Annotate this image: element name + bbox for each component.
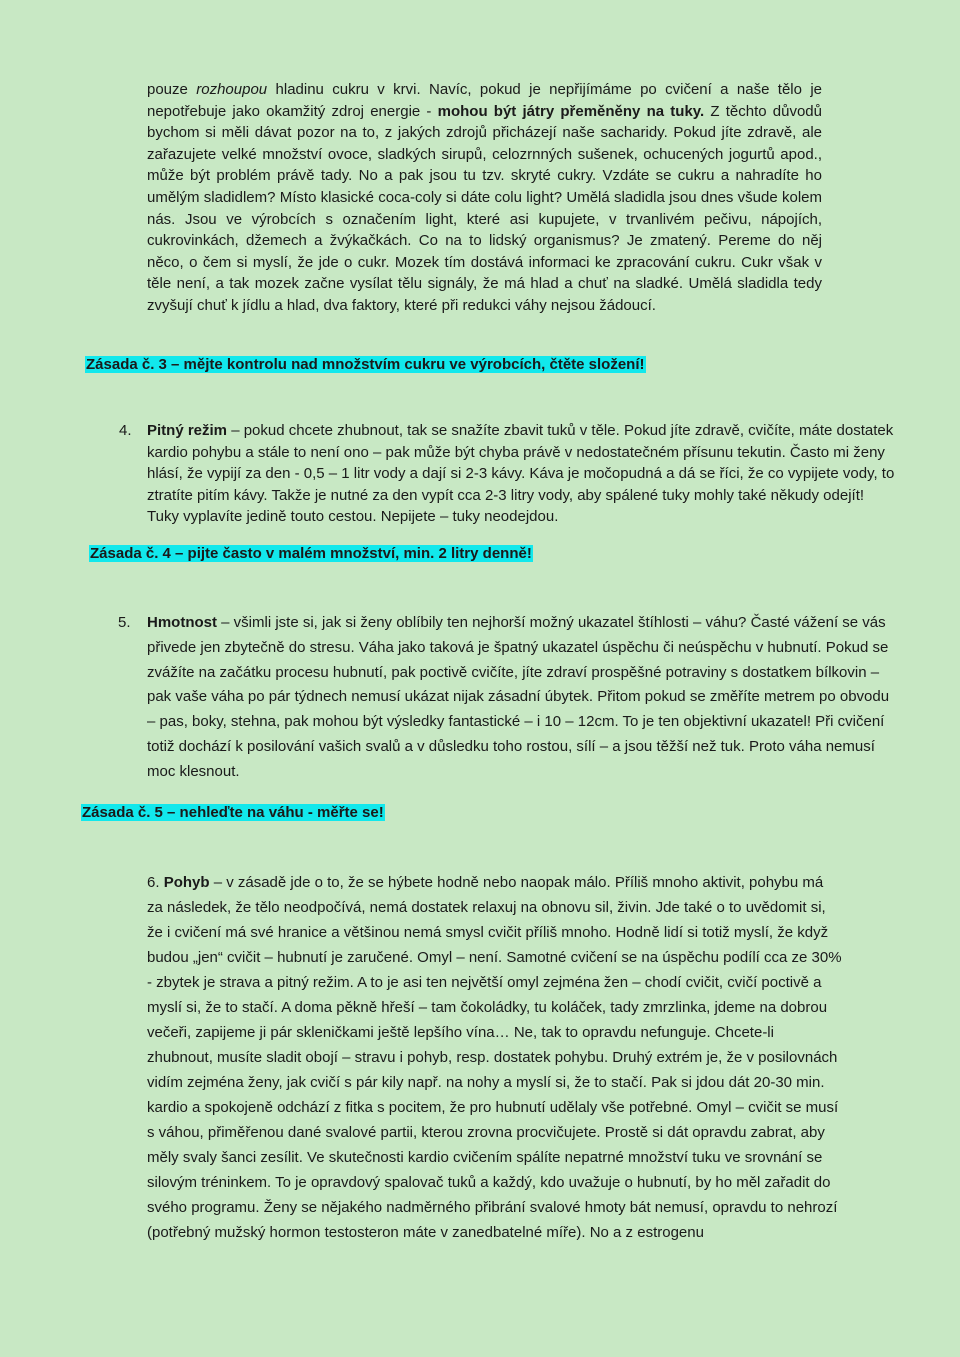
paragraph-sugar (147, 79, 822, 317)
item-6-text: – v zásadě jde o to, že se hýbete hodně nebo naopak málo. Příliš mnoho aktivit, pohybu má za následek, že tělo neodpočívá, nemá dostatek relaxuj na obnovu sil, živin. Jde také o to uvědomit si, že i cvičení má své hranice a většinou nemá smysl cvičit příliš mnoho. Hodně lidí si totiž myslí, že když budou „jen“ cvičit – hubnutí je zaručené. Omyl – není. Samotné cvičení se na úspěchu podílí cca ze 30% - zbytek je strava a pitný režim. A to je asi ten největší omyl zejména žen – chodí cvičit, cvičí poctivě a myslí si, že to stačí. A doma pěkně hřeší – tam čokoládky, tu koláček, tady zmrzlinka, jdeme na dobrou večeři, zapijeme ji pár skleničkami ještě lepšího vína… Ne, tak to opravdu nefunguje. Chcete-li zhubnout, musíte sladit obojí – stravu i pohyb, resp. dostatek pohybu. Druhý extrém je, že v posilovnách vidím zejména ženy, jak cvičí s pár kily např. na nohy a myslí si, že to stačí. Pak si jdou dát 20-30 min. kardio a spokojeně odchází z fitka s pocitem, že pro hubnutí udělaly vše potřebné. Omyl – cvičit se musí s váhou, přiměřenou dané svalové partii, kterou zrovna procvičujete. Prostě si dát opravdu zabrat, aby měly svaly šanci zesílit. Ve skutečnosti kardio cvičením spálíte nepatrné množství tuku ve srovnání se silovým tréninkem. To je opravdový spalovač tuků a každý, kdo uvažuje o hubnutí, by ho měl zařadit do svého programu. Ženy se nějakého nadměrného přibrání svalové hmoty bát nemusí, opravdu to nehrozí (potřebný mužský hormon testosteron máte v zanedbatelné míře). No a z estrogenu (147, 874, 842, 1241)
text-run: hladinu cukru v krvi. Navíc, pokud je nepřijímáme po cvičení a naše tělo je nepotřebuje jako okamžitý zdroj energie - (147, 81, 823, 120)
item-6-pohyb (147, 870, 842, 1245)
item-4-term: Pitný režim (147, 422, 228, 439)
item-5-text: – všimli jste si, jak si ženy oblíbily ten nejhorší možný ukazatel štíhlosti – váhu? Časté vážení se vás přivede jen zbytečně do stresu. Váha jako taková je špatný ukazatel úspěchu či neúspěchu v hubnutí. Pokud se zvážíte na začátku procesu hubnutí, pak poctivě cvičíte, jíte zdraví prospěšné potraviny s dostatkem bílkovin – pak vaše váha po pár týdnech nemusí ukázat nijak zásadní úbytek. Přitom pokud se změříte metrem po obvodu – pas, boky, stehna, pak mohou být výsledky fantastické – i 10 – 12cm. To je ten objektivní ukazatel! Při cvičení totiž dochází k posilování vašich svalů a v důsledku toho rostou, sílí – a jsou těžší než tuk. Proto váha nemusí moc klesnout. (147, 614, 890, 780)
principle-3 (85, 355, 885, 375)
item-5-hmotnost (147, 611, 899, 785)
item-5-number: 5. (118, 614, 131, 631)
principle-5 (81, 803, 881, 823)
text-italic: rozhoupou (196, 81, 268, 98)
text-run: Z těchto důvodů bychom si měli dávat pozor na to, z jakých zdrojů přicházejí naše sacharidy. Pokud jíte zdravě, ale zařazujete velké množství ovoce, sladkých sirupů, celozrnných sušenek, ochucených jogurtů apod., může být problém právě tady. No a pak jsou tu tzv. skryté cukry. Vzdáte se cukru a nahradíte ho umělým sladidlem? Místo klasické coca-coly si dáte colu light? Umělá sladidla jsou dnes všude kolem nás. Jsou ve výrobcích s označením light, které asi kupujete, v trvanlivém pečivu, nápojích, cukrovinkách, džemech a žvýkačkách. Co na to lidský organismus? Je zmatený. Pereme do něj něco, o čem si myslí, že jde o cukr. Mozek tím dostává informaci ke zpracování cukru. Cukr však v těle není, a tak mozek začne vysílat tělu signály, že má hlad a chuť na sladké. Umělá sladidla tedy zvyšují chuť k jídlu a hlad, dva faktory, které při redukci váhy nejsou žádoucí. (147, 102, 822, 314)
principle-5-highlight: Zásada č. 5 – nehleďte na váhu - měřte se! (82, 804, 384, 821)
item-4-number: 4. (119, 422, 132, 439)
item-6-term: Pohyb (163, 874, 210, 891)
item-4-pitny-rezim (147, 420, 899, 528)
principle-4 (89, 544, 889, 564)
text-run: pouze (147, 81, 197, 98)
item-6-number: 6. (147, 874, 160, 891)
principle-4-highlight: Zásada č. 4 – pijte často v malém množství, min. 2 litry denně! (90, 545, 532, 562)
item-4-text: – pokud chcete zhubnout, tak se snažíte zbavit tuků v těle. Pokud jíte zdravě, cvičíte, máte dostatek kardio pohybu a stále to není ono – pak může být chyba právě v nedostatečném přísunu tekutin. Často mi ženy hlásí, že vypijí za den - 0,5 – 1 litr vody a dají si 2-3 kávy. Káva je močopudná a dá se říci, že co vypijete vody, to ztratíte pitím kávy. Takže je nutné za den vypít cca 2-3 litry vody, aby spálené tuky mohly také někudy odejít! Tuky vyplavíte jedině touto cestou. Nepijete – tuky neodejdou. (147, 422, 895, 525)
principle-3-highlight: Zásada č. 3 – mějte kontrolu nad množstvím cukru ve výrobcích, čtěte složení! (86, 356, 645, 373)
item-5-term: Hmotnost (147, 614, 217, 631)
text-bold: mohou být játry přeměněny na tuky. (437, 102, 705, 120)
